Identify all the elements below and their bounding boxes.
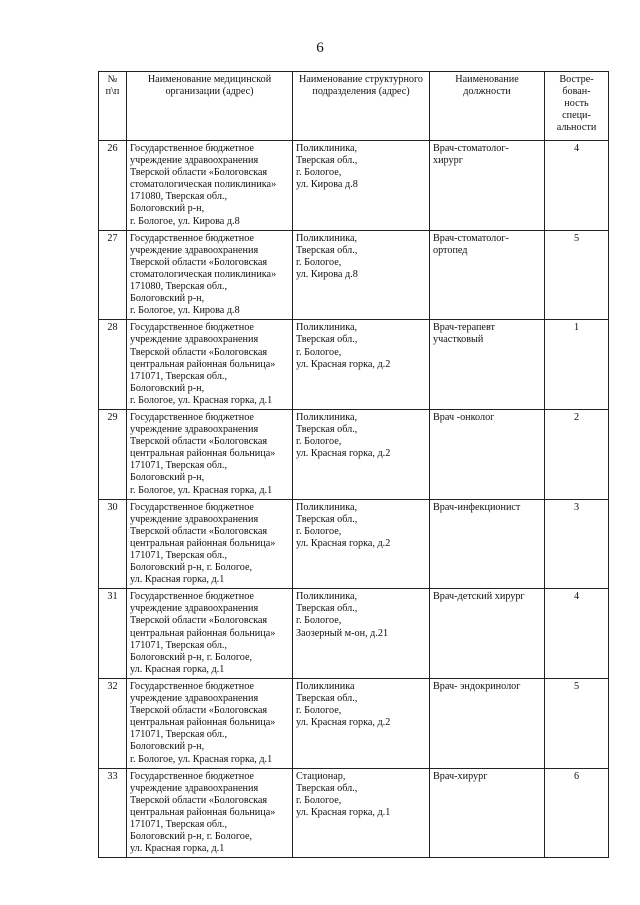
organization-cell: Государственное бюджетное учреждение здравоохранения Тверской области «Бологовская центральная районная больница» 171071, Тверская обл., Бологовский р-н, г. Бологое, ул. Красная горка, д.1 — [127, 678, 293, 768]
demand-cell: 6 — [545, 768, 609, 858]
demand-cell: 1 — [545, 320, 609, 410]
row-number: 30 — [99, 499, 127, 589]
header-number: № п\п — [99, 72, 127, 141]
row-number: 29 — [99, 409, 127, 499]
demand-cell: 3 — [545, 499, 609, 589]
unit-cell: Поликлиника, Тверская обл., г. Бологое, ул. Кирова д.8 — [293, 230, 430, 320]
position-cell: Врач-стоматолог- хирург — [430, 141, 545, 231]
demand-cell: 5 — [545, 230, 609, 320]
demand-cell: 4 — [545, 141, 609, 231]
position-cell: Врач-стоматолог- ортопед — [430, 230, 545, 320]
table-row — [99, 320, 609, 410]
table-header-row — [99, 72, 609, 141]
table-row — [99, 141, 609, 231]
table-row — [99, 589, 609, 679]
position-cell: Врач- эндокринолог — [430, 678, 545, 768]
table-row — [99, 230, 609, 320]
page-number: 6 — [316, 40, 324, 56]
table-row — [99, 499, 609, 589]
header-demand: Востре- бован- ность специ- альности — [545, 72, 609, 141]
position-cell: Врач-терапевт участковый — [430, 320, 545, 410]
header-position: Наименование должности — [430, 72, 545, 141]
organization-cell: Государственное бюджетное учреждение здравоохранения Тверской области «Бологовская центральная районная больница» 171071, Тверская обл., Бологовский р-н, г. Бологое, ул. Красная горка, д.1 — [127, 409, 293, 499]
organization-cell: Государственное бюджетное учреждение здравоохранения Тверской области «Бологовская центральная районная больница» 171071, Тверская обл., Бологовский р-н, г. Бологое, ул. Красная горка, д.1 — [127, 499, 293, 589]
header-unit: Наименование структурного подразделения (адрес) — [293, 72, 430, 141]
position-cell: Врач-детский хирург — [430, 589, 545, 679]
organization-cell: Государственное бюджетное учреждение здравоохранения Тверской области «Бологовская стоматологическая поликлиника» 171080, Тверская обл., Бологовский р-н, г. Бологое, ул. Кирова д.8 — [127, 141, 293, 231]
organization-cell: Государственное бюджетное учреждение здравоохранения Тверской области «Бологовская центральная районная больница» 171071, Тверская обл., Бологовский р-н, г. Бологое, ул. Красная горка, д.1 — [127, 320, 293, 410]
row-number: 28 — [99, 320, 127, 410]
unit-cell: Стационар, Тверская обл., г. Бологое, ул. Красная горка, д.1 — [293, 768, 430, 858]
row-number: 32 — [99, 678, 127, 768]
position-cell: Врач-хирург — [430, 768, 545, 858]
unit-cell: Поликлиника Тверская обл., г. Бологое, ул. Красная горка, д.2 — [293, 678, 430, 768]
demand-cell: 4 — [545, 589, 609, 679]
unit-cell: Поликлиника, Тверская обл., г. Бологое, ул. Кирова д.8 — [293, 141, 430, 231]
row-number: 27 — [99, 230, 127, 320]
position-cell: Врач -онколог — [430, 409, 545, 499]
header-organization: Наименование медицинской организации (адрес) — [127, 72, 293, 141]
row-number: 31 — [99, 589, 127, 679]
demand-cell: 5 — [545, 678, 609, 768]
row-number: 33 — [99, 768, 127, 858]
table-row — [99, 678, 609, 768]
position-cell: Врач-инфекционист — [430, 499, 545, 589]
demand-cell: 2 — [545, 409, 609, 499]
unit-cell: Поликлиника, Тверская обл., г. Бологое, ул. Красная горка, д.2 — [293, 320, 430, 410]
row-number: 26 — [99, 141, 127, 231]
unit-cell: Поликлиника, Тверская обл., г. Бологое, ул. Красная горка, д.2 — [293, 409, 430, 499]
organization-cell: Государственное бюджетное учреждение здравоохранения Тверской области «Бологовская стоматологическая поликлиника» 171080, Тверская обл., Бологовский р-н, г. Бологое, ул. Кирова д.8 — [127, 230, 293, 320]
table-body — [99, 141, 609, 858]
unit-cell: Поликлиника, Тверская обл., г. Бологое, Заозерный м-он, д.21 — [293, 589, 430, 679]
organization-cell: Государственное бюджетное учреждение здравоохранения Тверской области «Бологовская центральная районная больница» 171071, Тверская обл., Бологовский р-н, г. Бологое, ул. Красная горка, д.1 — [127, 589, 293, 679]
table-row — [99, 768, 609, 858]
table-row — [99, 409, 609, 499]
organization-cell: Государственное бюджетное учреждение здравоохранения Тверской области «Бологовская центральная районная больница» 171071, Тверская обл., Бологовский р-н, г. Бологое, ул. Красная горка, д.1 — [127, 768, 293, 858]
vacancy-table — [98, 71, 609, 858]
unit-cell: Поликлиника, Тверская обл., г. Бологое, ул. Красная горка, д.2 — [293, 499, 430, 589]
